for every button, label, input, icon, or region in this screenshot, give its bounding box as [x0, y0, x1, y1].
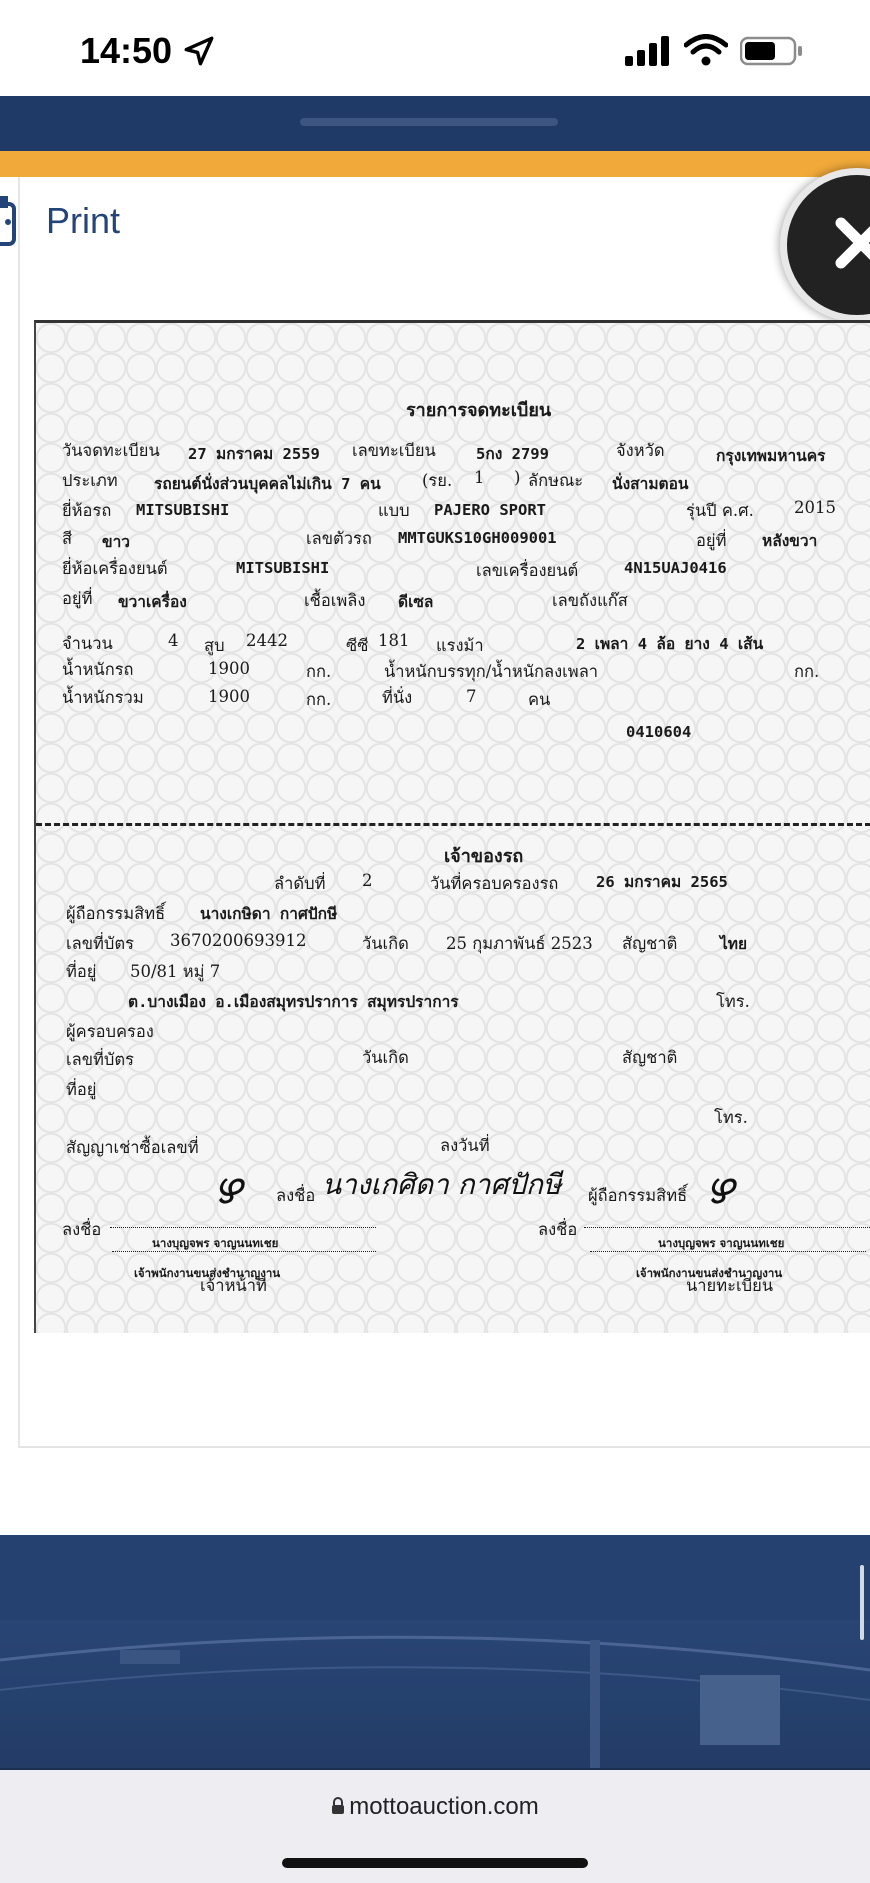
owner-signature-role: ผู้ถือกรรมสิทธิ์ [588, 1186, 688, 1205]
document-title: รายการจดทะเบียน [406, 400, 552, 421]
model-year: 2015 [794, 498, 836, 517]
chassis-location: หลังขวา [762, 532, 818, 550]
name-left-line [112, 1251, 376, 1252]
brand-label: ยี่ห้อรถ [62, 501, 112, 520]
province: กรุงเทพมหานคร [716, 447, 826, 465]
chassis-location-label: อยู่ที่ [696, 531, 727, 550]
dob: 25 กุมภาพันธ์ 2523 [446, 934, 593, 953]
province-label: จังหวัด [616, 441, 665, 460]
sign-left-label: ลงชื่อ [62, 1220, 102, 1239]
official-title-left: เจ้าพนักงานขนส่งชำนาญงาน [134, 1266, 281, 1280]
lock-icon [331, 1797, 345, 1815]
owner-sign-label: ลงชื่อ [276, 1186, 316, 1205]
color: ขาว [102, 533, 131, 551]
gross-weight-unit: กก. [306, 690, 332, 709]
wifi-icon [684, 34, 728, 66]
horsepower-label: แรงม้า [436, 636, 484, 655]
load-unit: กก. [794, 662, 820, 681]
chassis-number: MMTGUKS10GH009001 [398, 529, 557, 547]
official-title-right: เจ้าพนักงานขนส่งชำนาญงาน [636, 1266, 783, 1280]
nationality: ไทย [720, 935, 748, 953]
engine-location: ขวาเครื่อง [118, 593, 187, 611]
close-icon [831, 213, 870, 273]
seats: 7 [466, 687, 477, 706]
footer-background-image [0, 1620, 870, 1770]
dob-label: วันเกิด [362, 934, 409, 953]
warehouse-illustration [0, 1620, 870, 1770]
weight: 1900 [208, 659, 250, 678]
seats-label: ที่นั่ง [382, 688, 413, 707]
lease-number-label: สัญญาเช่าซื้อเลขที่ [66, 1138, 199, 1157]
registration-date-label: วันจดทะเบียน [62, 441, 160, 460]
fuel: ดีเซล [398, 593, 434, 611]
engine-brand: MITSUBISHI [236, 559, 330, 577]
cellular-signal-icon [625, 36, 671, 66]
possession-date-label: วันที่ครอบครองรถ [430, 874, 559, 893]
holder-tel-label: โทร. [714, 1108, 748, 1127]
order-number: 2 [362, 871, 373, 890]
engine-brand-label: ยี่ห้อเครื่องยนต์ [62, 559, 168, 578]
holder-address-label: ที่อยู่ [66, 1080, 97, 1099]
possession-date: 26 มกราคม 2565 [596, 873, 728, 891]
gross-weight-label: น้ำหนักรวม [62, 688, 144, 707]
print-button[interactable]: Print [46, 200, 121, 241]
vehicle-code: 1 [474, 468, 485, 487]
model-year-label: รุ่นปี ค.ศ. [686, 501, 754, 520]
registration-document [34, 320, 870, 1333]
home-indicator[interactable] [282, 1858, 588, 1868]
vehicle-type-label: ประเภท [62, 471, 118, 490]
holder-nationality-label: สัญชาติ [622, 1048, 678, 1067]
name-right-line [590, 1251, 866, 1252]
sign-right-label: ลงชื่อ [538, 1220, 578, 1239]
cylinders: 2442 [246, 631, 288, 650]
chassis-label: เลขตัวรถ [306, 529, 372, 548]
vehicle-code-label: (รย. [422, 471, 453, 490]
load-label: น้ำหนักบรรทุก/น้ำหนักลงเพลา [384, 662, 599, 681]
location-arrow-icon [182, 34, 216, 68]
vehicle-style-label: ลักษณะ [528, 471, 584, 490]
owner-section-title: เจ้าของรถ [444, 846, 524, 867]
header-handle [300, 118, 558, 126]
order-label: ลำดับที่ [274, 874, 326, 893]
footer-scrollbar[interactable] [860, 1565, 864, 1640]
vehicle-code-close: ) [514, 468, 521, 487]
cc: 181 [378, 631, 410, 650]
address-line1: 50/81 หมู่ 7 [130, 962, 221, 981]
id-number: 3670200693912 [170, 931, 307, 950]
cylinders-label: สูบ [204, 636, 225, 655]
quantity: 4 [168, 631, 179, 650]
id-label: เลขที่บัตร [66, 934, 134, 953]
official-name-right: นางบุญจพร จาญนนทเชย [658, 1236, 785, 1250]
plate-label: เลขทะเบียน [352, 441, 436, 460]
sign-right-line [584, 1227, 870, 1228]
serial-number: 0410604 [626, 723, 692, 741]
status-time: 14:50 [80, 30, 173, 71]
fuel-label: เชื้อเพลิง [304, 591, 366, 610]
signature-scribble-left: ഴ [212, 1163, 241, 1214]
nationality-label: สัญชาติ [622, 934, 678, 953]
model-label: แบบ [378, 501, 410, 520]
section-divider [36, 818, 870, 826]
holder-dob-label: วันเกิด [362, 1048, 409, 1067]
quantity-label: จำนวน [62, 634, 113, 653]
engine-location-label: อยู่ที่ [62, 589, 93, 608]
plate-number: 5กง 2799 [476, 445, 549, 463]
axles-wheels: 2 เพลา 4 ล้อ ยาง 4 เส้น [576, 635, 764, 653]
official-name-left: นางบุญจพร จาญนนทเชย [152, 1236, 279, 1250]
officer-role: เจ้าหน้าที่ [200, 1276, 267, 1295]
tel-label: โทร. [716, 992, 750, 1011]
signature-scribble-right: ഴ [704, 1163, 733, 1214]
status-bar [0, 0, 870, 96]
model: PAJERO SPORT [434, 501, 546, 519]
gross-weight: 1900 [208, 687, 250, 706]
address-label: ที่อยู่ [66, 962, 97, 981]
url-display[interactable] [0, 1793, 870, 1821]
holder-label: ผู้ครอบครอง [66, 1022, 154, 1041]
modal-border [18, 177, 20, 1447]
owner-signature: นางเกศิดา กาศปักษี [322, 1168, 562, 1201]
signed-date-label: ลงวันที่ [440, 1136, 490, 1155]
owner-name: นางเกษิดา กาศปักษี [200, 905, 338, 923]
persons-label: คน [528, 690, 551, 709]
owner-label: ผู้ถือกรรมสิทธิ์ [66, 904, 166, 923]
sign-left-line [110, 1227, 376, 1228]
weight-unit: กก. [306, 662, 332, 681]
brand: MITSUBISHI [136, 501, 230, 519]
vehicle-style: นั่งสามตอน [612, 475, 689, 493]
weight-label: น้ำหนักรถ [62, 660, 134, 679]
printer-icon[interactable] [0, 196, 20, 254]
registrar-role: นายทะเบียน [686, 1276, 774, 1295]
color-label: สี [62, 529, 73, 548]
address-line2: ต.บางเมือง อ.เมืองสมุทรปราการ สมุทรปราการ [128, 993, 459, 1011]
vehicle-type: รถยนต์นั่งส่วนบุคคลไม่เกิน 7 คน [154, 475, 381, 493]
cc-label: ซีซี [346, 636, 369, 655]
gas-tank-label: เลขถังแก๊ส [552, 591, 628, 610]
header-accent-bar [0, 151, 870, 177]
registration-date: 27 มกราคม 2559 [188, 445, 320, 463]
engine-number: 4N15UAJ0416 [624, 559, 727, 577]
modal-border [18, 1446, 870, 1448]
engine-number-label: เลขเครื่องยนต์ [476, 561, 579, 580]
holder-id-label: เลขที่บัตร [66, 1050, 134, 1069]
battery-icon [740, 36, 804, 66]
url-text: mottoauction.com [349, 1793, 539, 1820]
